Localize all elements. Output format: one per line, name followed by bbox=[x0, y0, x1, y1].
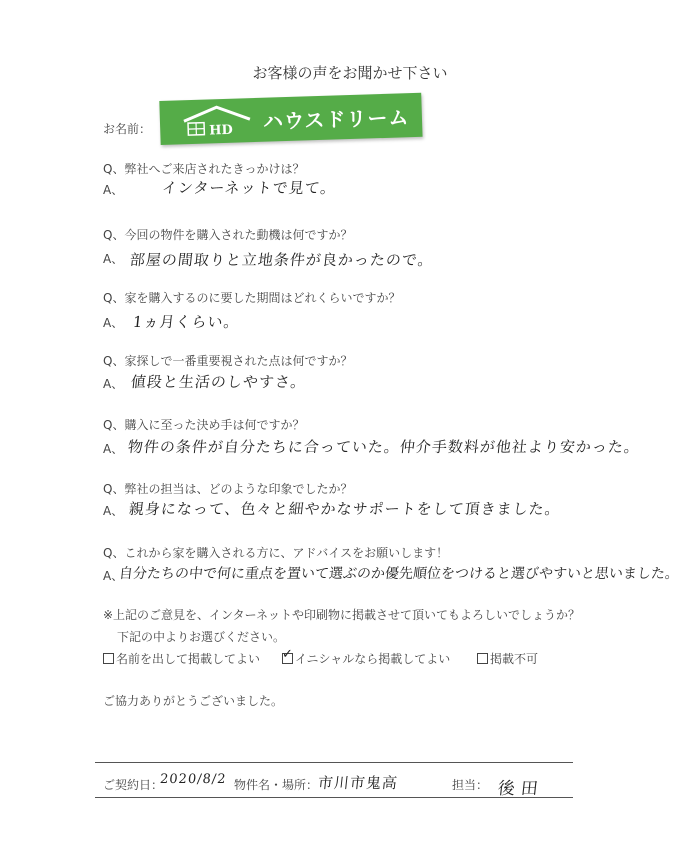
consent-text: ※上記のご意見を、インターネットや印刷物に掲載させて頂いてもよろしいでしょうか？ bbox=[103, 608, 580, 622]
check-mark-icon: ✓ bbox=[282, 647, 293, 662]
staff-label: 担当： bbox=[452, 778, 489, 792]
answer: 値段と生活のしやすさ。 bbox=[130, 373, 308, 391]
answer: 1ヵ月くらい。 bbox=[132, 313, 241, 331]
consent-option-name[interactable] bbox=[103, 650, 260, 667]
contract-date: 2020/8/2 bbox=[159, 772, 228, 787]
answer-label: A、 bbox=[103, 569, 124, 583]
consent-option-none[interactable] bbox=[477, 650, 538, 667]
question: Q、弊社へご来店されたきっかけは？ bbox=[103, 162, 305, 176]
brand-banner bbox=[159, 93, 422, 145]
checkbox[interactable] bbox=[103, 653, 114, 664]
answer: 自分たちの中で何に重点を置いて選ぶのか優先順位をつけると選びやすいと思いました。 bbox=[118, 566, 680, 582]
house-logo-icon bbox=[181, 103, 252, 139]
question: Q、弊社の担当は、どのような印象でしたか？ bbox=[103, 482, 353, 496]
answer-label: A、 bbox=[103, 377, 124, 391]
answer-label: A、 bbox=[103, 442, 124, 456]
contract-date-label: ご契約日： bbox=[103, 778, 164, 792]
answer: 物件の条件が自分たちに合っていた。仲介手数料が他社より安かった。 bbox=[127, 438, 641, 456]
property: 市川市鬼高 bbox=[317, 774, 399, 792]
option-label: イニシャルなら掲載してよい bbox=[295, 652, 451, 666]
checkbox[interactable] bbox=[282, 647, 293, 664]
divider bbox=[95, 797, 573, 798]
brand-name: ハウスドリーム bbox=[262, 105, 410, 134]
page-title: お客様の声をお聞かせ下さい bbox=[252, 64, 448, 82]
option-label: 掲載不可 bbox=[490, 652, 539, 666]
staff: 後田 bbox=[496, 779, 545, 799]
answer-label: A、 bbox=[103, 183, 124, 197]
answer: 親身になって、色々と細やかなサポートをして頂きました。 bbox=[128, 500, 562, 518]
question: Q、家を購入するのに要した期間はどれくらいですか？ bbox=[103, 291, 401, 305]
consent-option-initial[interactable] bbox=[282, 647, 451, 667]
option-label: 名前を出して掲載してよい bbox=[116, 652, 261, 666]
consent-prompt: 下記の中よりお選びください。 bbox=[117, 630, 286, 644]
answer-label: A、 bbox=[103, 316, 124, 330]
divider bbox=[95, 762, 573, 763]
question: Q、家探しで一番重要視された点は何ですか？ bbox=[103, 354, 353, 368]
checkbox[interactable] bbox=[477, 653, 488, 664]
answer: 部屋の間取りと立地条件が良かったので。 bbox=[129, 251, 435, 269]
answer-label: A、 bbox=[103, 504, 124, 518]
thanks-text: ご協力ありがとうございました。 bbox=[103, 694, 284, 708]
answer: インターネットで見て。 bbox=[161, 179, 338, 197]
property-label: 物件名・場所： bbox=[234, 778, 319, 792]
question: Q、これから家を購入される方に、アドバイスをお願いします！ bbox=[103, 546, 449, 560]
answer-label: A、 bbox=[103, 252, 124, 266]
logo-mark: HD bbox=[209, 122, 234, 139]
name-label: お名前： bbox=[103, 122, 152, 136]
question: Q、今回の物件を購入された動機は何ですか？ bbox=[103, 228, 353, 242]
question: Q、購入に至った決め手は何ですか？ bbox=[103, 418, 305, 432]
